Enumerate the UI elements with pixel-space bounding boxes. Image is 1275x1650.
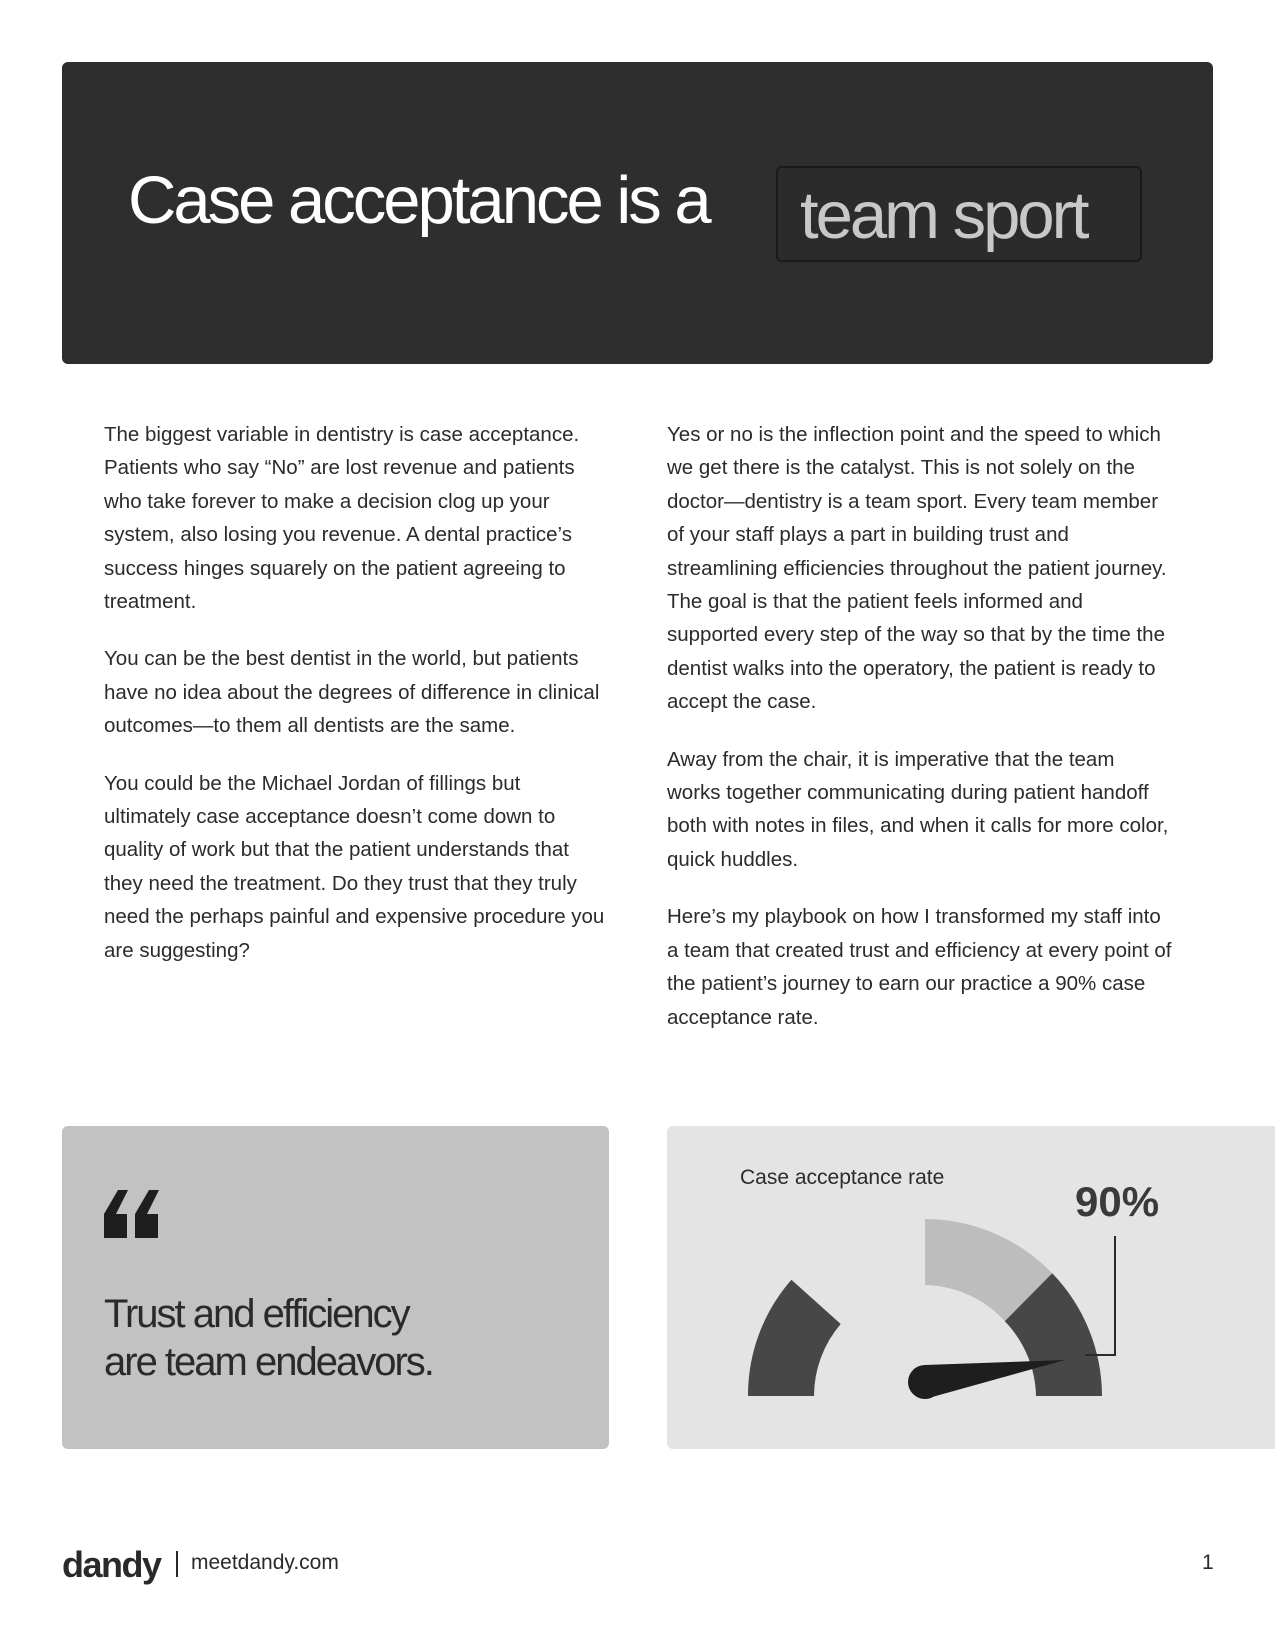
paragraph: You could be the Michael Jordan of fillings but ultimately case acceptance doesn’t come down to quality of work but that the patient understands that they need the treatment. Do they trust that they truly need the perhaps painful and expensive procedure you are suggesting? — [104, 771, 605, 962]
left-column — [104, 418, 606, 991]
paragraph: You can be the best dentist in the world, but patients have no idea about the degrees of difference in clinical outcomes—to them all dentists are the same. — [104, 647, 600, 738]
pull-quote-line: are team endeavors. — [104, 1340, 433, 1384]
quotation-mark-icon — [104, 1188, 162, 1240]
paragraph: Yes or no is the inflection point and the speed to which we get there is the catalyst. This is not solely on the doctor—dentistry is a team sport. Every team member of your staff plays a part in building trust and streamlining efficiencies throughout the patient journey. The goal is that the patient feels informed and supported every step of the way so that by the time the dentist walks into the operatory, the patient is ready to accept the case. — [667, 423, 1167, 714]
dandy-logo[interactable]: dandy — [62, 1544, 161, 1585]
right-column — [667, 418, 1172, 1058]
hero-title: Case acceptance is a — [128, 163, 709, 238]
gauge-chart — [667, 1126, 1275, 1449]
footer-url-link[interactable]: meetdandy.com — [191, 1551, 339, 1574]
pull-quote-card — [62, 1126, 609, 1449]
hero-highlight-text: team sport — [800, 178, 1087, 253]
footer-divider — [176, 1551, 178, 1577]
hero-highlight-box — [776, 166, 1142, 262]
paragraph: Here’s my playbook on how I transformed my staff into a team that created trust and efficiency at every point of the patient’s journey to earn our practice a 90% case acceptance rate. — [667, 905, 1172, 1029]
gauge-value: 90% — [1075, 1178, 1160, 1225]
gauge-label: Case acceptance rate — [740, 1166, 945, 1189]
paragraph: The biggest variable in dentistry is case acceptance. Patients who say “No” are lost revenue and patients who take forever to make a decision clog up your system, also losing you revenue. A dental practice’s success hinges squarely on the patient agreeing to treatment. — [104, 423, 580, 614]
gauge-card — [667, 1126, 1275, 1449]
page-number: 1 — [1202, 1551, 1214, 1574]
paragraph: Away from the chair, it is imperative that the team works together communicating during patient handoff both with notes in files, and when it calls for more color, quick huddles. — [667, 747, 1169, 871]
hero-banner — [62, 62, 1213, 364]
gauge-segment-left — [748, 1280, 841, 1396]
pull-quote-text — [104, 1290, 574, 1386]
pull-quote-line: Trust and efficiency — [104, 1292, 409, 1336]
